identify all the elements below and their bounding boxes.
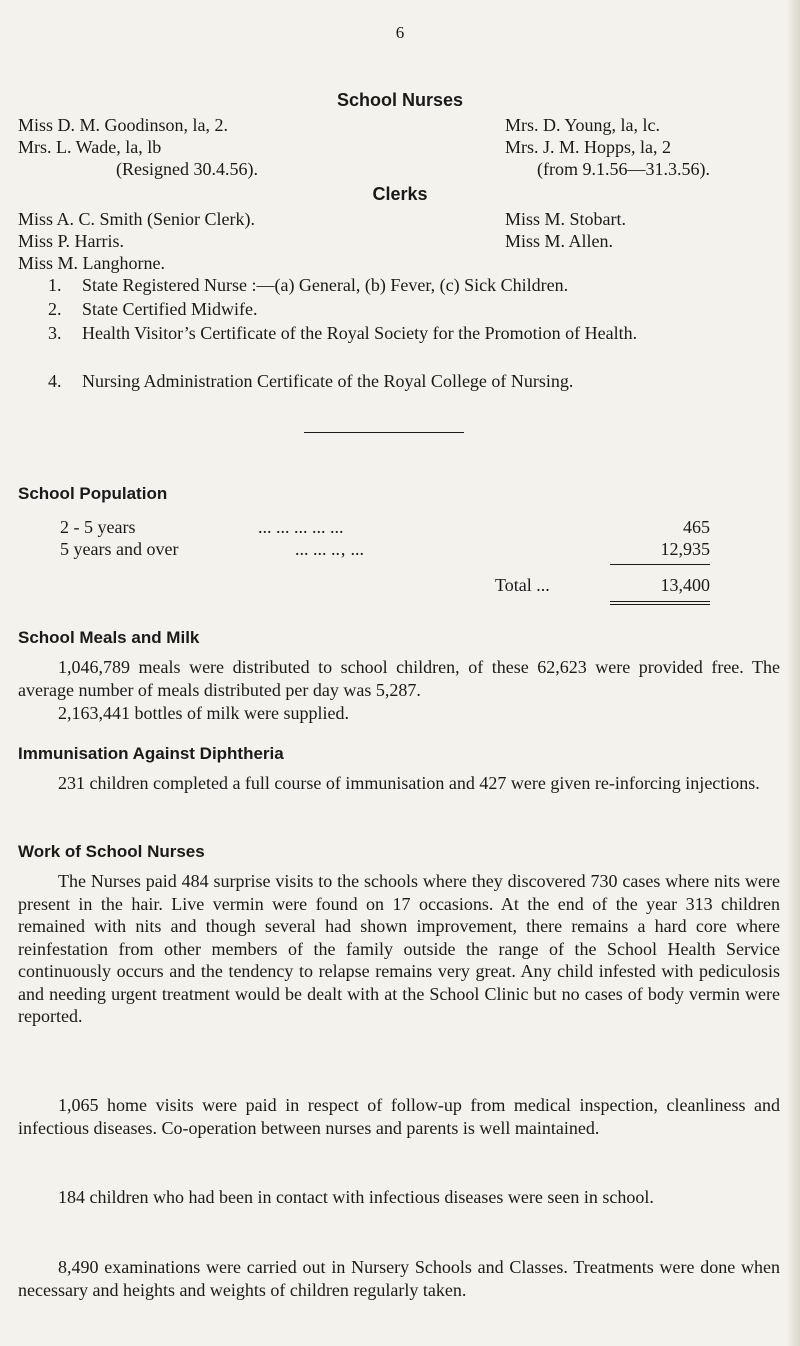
clerks-heading: Clerks — [372, 184, 428, 204]
clerk-right-2: Miss M. Allen. — [505, 231, 614, 251]
total-rule — [610, 564, 710, 565]
population-total-value: 13,400 — [660, 575, 710, 595]
qualification-number: 2. — [48, 299, 62, 319]
qualification-item — [48, 274, 778, 296]
population-label-1: 2 - 5 years — [60, 517, 136, 537]
nurse-left-note: (Resigned 30.4.56). — [116, 159, 258, 179]
nurse-left-2: Mrs. L. Wade, la, lb — [18, 137, 162, 157]
nurses-heading: School Nurses — [336, 90, 464, 110]
qualification-item — [48, 322, 778, 366]
population-value-2: 12,935 — [660, 539, 710, 559]
total-double-rule-bottom — [610, 604, 710, 605]
population-dots-2: ... ... ..‚ ... — [295, 539, 364, 559]
clerk-left-3: Miss M. Langhorne. — [18, 253, 165, 273]
qualification-text: State Certified Midwife. — [82, 299, 258, 319]
meals-heading: School Meals and Milk — [18, 628, 200, 647]
meals-paragraph: 1,046,789 meals were distributed to school children, of these 62,623 were provided free. The average number of meals distributed per day was 5,287. — [18, 657, 780, 700]
population-total-label: Total ... — [495, 575, 550, 595]
page-number: 6 — [395, 23, 405, 42]
qualification-text: Health Visitor’s Certificate of the Royal Society for the Promotion of Health. — [82, 323, 638, 343]
immunisation-paragraph: 231 children completed a full course of immunisation and 427 were given re-inforcing injections. — [58, 773, 760, 793]
clerk-left-2: Miss P. Harris. — [18, 231, 125, 251]
nurse-left-1: Miss D. M. Goodinson, la, 2. — [18, 115, 229, 135]
nurse-right-1: Mrs. D. Young, la, lc. — [505, 115, 661, 135]
work-paragraph-3: 184 children who had been in contact with infectious diseases were seen in school. — [58, 1187, 654, 1207]
immunisation-heading: Immunisation Against Diphtheria — [18, 744, 284, 763]
section-divider — [304, 432, 464, 433]
qualification-number: 1. — [48, 275, 62, 295]
work-paragraph-4: 8,490 examinations were carried out in Nursery Schools and Classes. Treatments were done when necessary and heights and weights of children regularly taken. — [18, 1257, 780, 1300]
nurse-right-2: Mrs. J. M. Hopps, la, 2 — [505, 137, 672, 157]
qualification-number: 4. — [48, 371, 62, 391]
population-dots-1: ... ... ... ... ... — [258, 517, 344, 537]
work-heading: Work of School Nurses — [18, 842, 205, 861]
clerk-left-1: Miss A. C. Smith (Senior Clerk). — [18, 209, 256, 229]
total-double-rule-top — [610, 601, 710, 602]
nurse-right-note: (from 9.1.56—31.3.56). — [537, 159, 710, 179]
milk-paragraph: 2,163,441 bottles of milk were supplied. — [58, 703, 349, 723]
qualification-item — [48, 370, 778, 392]
qualification-text: State Registered Nurse :—(a) General, (b) Fever, (c) Sick Children. — [82, 275, 569, 295]
population-heading: School Population — [18, 484, 168, 503]
qualification-item — [48, 298, 778, 320]
clerk-right-1: Miss M. Stobart. — [505, 209, 627, 229]
population-value-1: 465 — [683, 517, 710, 537]
qualification-number: 3. — [48, 323, 62, 343]
qualification-text: Nursing Administration Certificate of the Royal College of Nursing. — [82, 371, 574, 391]
population-label-2: 5 years and over — [60, 539, 179, 559]
work-paragraph-2: 1,065 home visits were paid in respect of follow-up from medical inspection, cleanliness and infectious diseases. Co-operation between nurses and parents is well maintained. — [18, 1095, 780, 1138]
work-paragraph-1: The Nurses paid 484 surprise visits to the schools where they discovered 730 cases where nits were present in the hair. Live vermin were found on 17 occasions. At the end of the year 313 children remained with nits and though several had shown improvement, there remains a hard core where reinfestation from other members of the family outside the range of the School Health Service continuously occurs and the tendency to relapse remains very great. Any child infested with pediculosis and needing urgent treatment would be dealt with at the School Clinic but no cases of body vermin were reported. — [18, 871, 780, 1026]
